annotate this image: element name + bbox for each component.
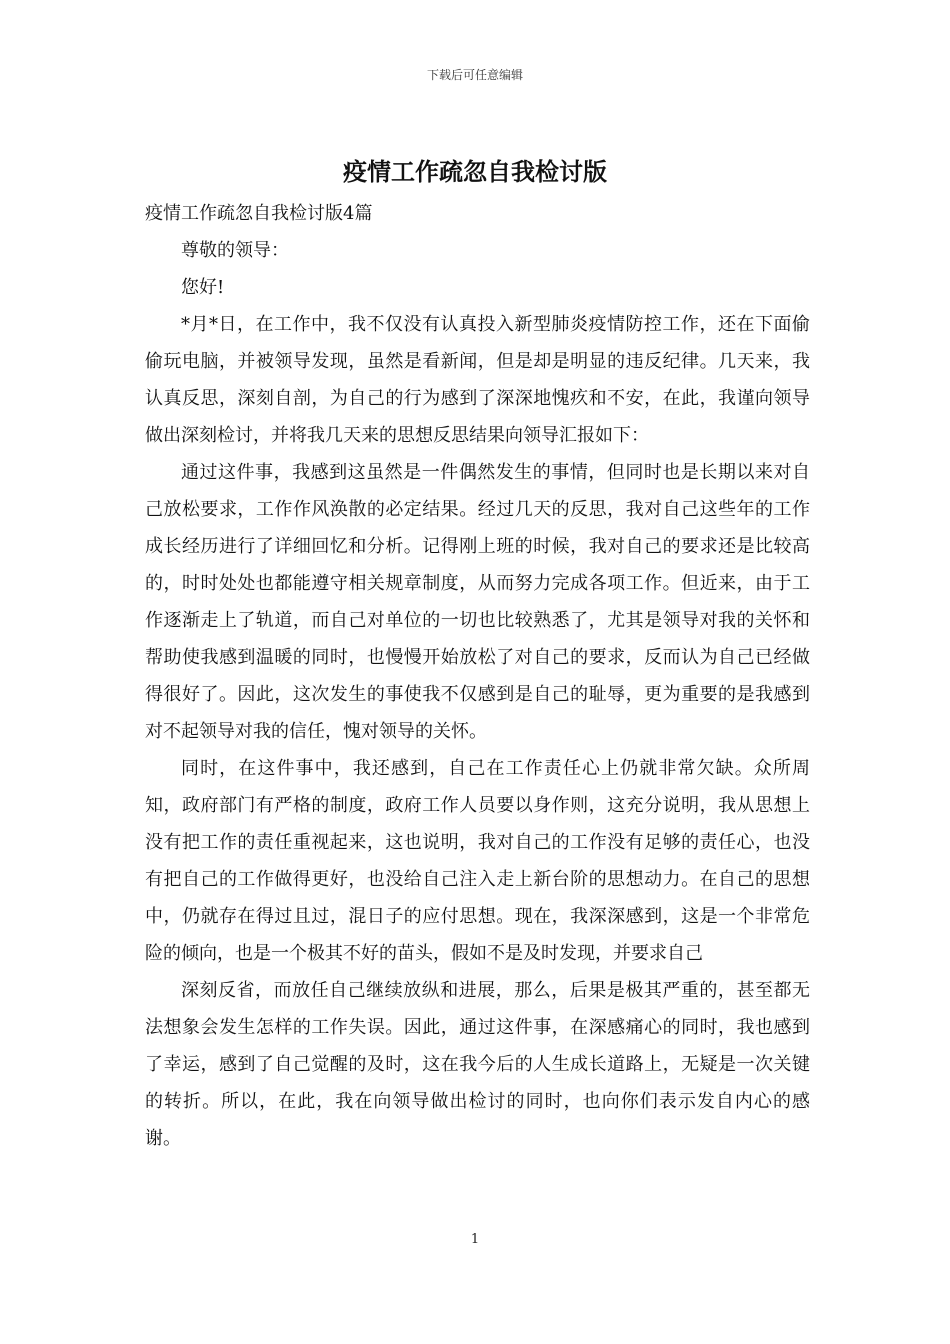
document-subtitle: 疫情工作疏忽自我检讨版4篇 (145, 203, 373, 224)
body-paragraph: *月*日，在工作中，我不仅没有认真投入新型肺炎疫情防控工作，还在下面偷偷玩电脑，并被领导发现，虽然是看新闻，但是却是明显的违反纪律。几天来，我认真反思，深刻自剖，为自己的行为感到了深深地愧疚和不安，在此，我谨向领导做出深刻检讨，并将我几天来的思想反思结果向领导汇报如下： (145, 314, 810, 446)
greeting: 您好! (181, 277, 225, 298)
body-paragraph: 同时，在这件事中，我还感到，自己在工作责任心上仍就非常欠缺。众所周知，政府部门有严格的制度，政府工作人员要以身作则，这充分说明，我从思想上没有把工作的责任重视起来，这也说明，我对自己的工作没有足够的责任心，也没有把自己的工作做得更好，也没给自己注入走上新台阶的思想动力。在自己的思想中，仍就存在得过且过，混日子的应付思想。现在，我深深感到，这是一个非常危险的倾向，也是一个极其不好的苗头，假如不是及时发现，并要求自己 (145, 758, 810, 964)
page-number: 1 (470, 1232, 480, 1247)
body-paragraph: 通过这件事，我感到这虽然是一件偶然发生的事情，但同时也是长期以来对自己放松要求，工作作风涣散的必定结果。经过几天的反思，我对自己这些年的工作成长经历进行了详细回忆和分析。记得刚上班的时候，我对自己的要求还是比较高的，时时处处也都能遵守相关规章制度，从而努力完成各项工作。但近来，由于工作逐渐走上了轨道，而自己对单位的一切也比较熟悉了，尤其是领导对我的关怀和帮助使我感到温暖的同时，也慢慢开始放松了对自己的要求，反而认为自己已经做得很好了。因此，这次发生的事使我不仅感到是自己的耻辱，更为重要的是我感到对不起领导对我的信任，愧对领导的关怀。 (145, 462, 810, 742)
salutation: 尊敬的领导： (181, 240, 289, 261)
document-body (145, 195, 810, 1157)
body-paragraph: 深刻反省，而放任自己继续放纵和进展，那么，后果是极其严重的，甚至都无法想象会发生怎样的工作失误。因此，通过这件事，在深感痛心的同时，我也感到了幸运，感到了自己觉醒的及时，这在我今后的人生成长道路上，无疑是一次关键的转折。所以，在此，我在向领导做出检讨的同时，也向你们表示发自内心的感谢。 (145, 980, 810, 1149)
document-title: 疫情工作疏忽自我检讨版 (343, 158, 607, 186)
page-header: 下载后可任意编辑 (426, 68, 523, 82)
